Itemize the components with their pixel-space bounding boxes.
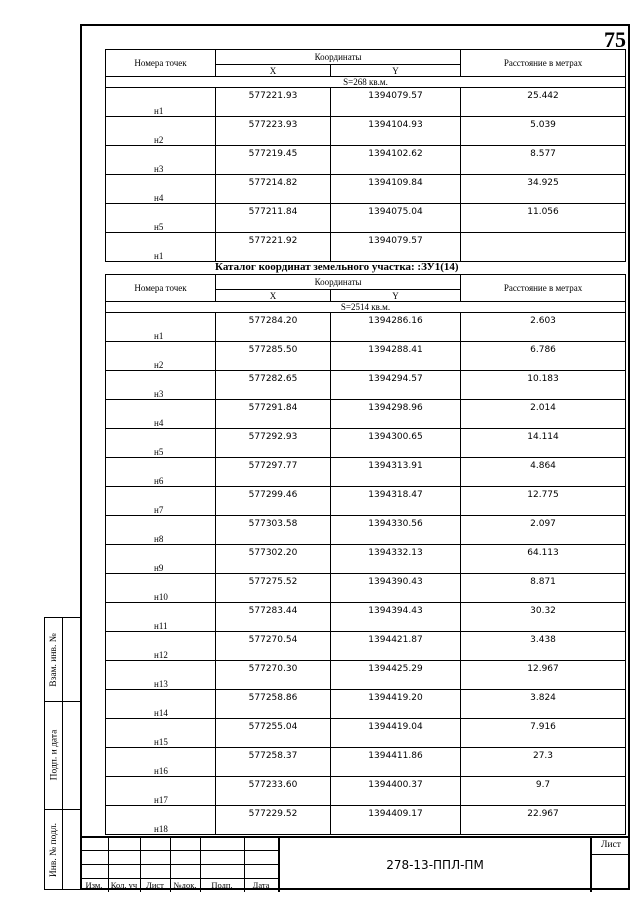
table-row	[106, 806, 626, 835]
coord-x: 577297.77	[216, 458, 331, 487]
coord-y: 1394394.43	[331, 603, 461, 632]
distance-value: 22.967	[461, 806, 626, 835]
header-x: X	[216, 65, 331, 77]
coord-y: 1394425.29	[331, 661, 461, 690]
table-row	[106, 233, 626, 262]
sidebar-sign-date-label: Подп. и дата	[49, 729, 60, 781]
distance-value: 9.7	[461, 777, 626, 806]
header-x: X	[216, 290, 331, 302]
distance-value: 3.438	[461, 632, 626, 661]
distance-value: 2.097	[461, 516, 626, 545]
header-coordinates: Координаты	[216, 275, 461, 290]
table-row	[106, 661, 626, 690]
coord-x: 577302.20	[216, 545, 331, 574]
page-number: 75	[604, 27, 626, 52]
distance-value: 6.786	[461, 342, 626, 371]
point-name: н5	[106, 204, 216, 233]
coord-x: 577214.82	[216, 175, 331, 204]
point-name: н8	[106, 516, 216, 545]
coord-x: 577229.52	[216, 806, 331, 835]
coord-x: 577221.92	[216, 233, 331, 262]
coord-y: 1394318.47	[331, 487, 461, 516]
header-points: Номера точек	[106, 50, 216, 77]
table-row	[106, 777, 626, 806]
coordinates-table-1	[105, 49, 626, 262]
coord-x: 577255.04	[216, 719, 331, 748]
coord-x: 577299.46	[216, 487, 331, 516]
coord-x: 577282.65	[216, 371, 331, 400]
point-name: н2	[106, 117, 216, 146]
coord-x: 577291.84	[216, 400, 331, 429]
table-row	[106, 632, 626, 661]
coord-y: 1394419.04	[331, 719, 461, 748]
header-y: Y	[331, 65, 461, 77]
point-name: н11	[106, 603, 216, 632]
coord-y: 1394421.87	[331, 632, 461, 661]
point-name: н5	[106, 429, 216, 458]
coord-x: 577275.52	[216, 574, 331, 603]
coord-y: 1394400.37	[331, 777, 461, 806]
distance-value: 34.925	[461, 175, 626, 204]
table-row	[106, 313, 626, 342]
coord-y: 1394294.57	[331, 371, 461, 400]
distance-value: 8.871	[461, 574, 626, 603]
binding-sidebar	[44, 617, 80, 890]
label-doc-no: №док.	[173, 880, 197, 890]
table-row	[106, 88, 626, 117]
table-row	[106, 487, 626, 516]
table-row	[106, 342, 626, 371]
distance-value: 14.114	[461, 429, 626, 458]
label-sheet: Лист	[146, 880, 164, 890]
point-name: н1	[106, 88, 216, 117]
coord-x: 577292.93	[216, 429, 331, 458]
point-name: н14	[106, 690, 216, 719]
coord-y: 1394419.20	[331, 690, 461, 719]
table-row	[106, 117, 626, 146]
coord-x: 577211.84	[216, 204, 331, 233]
document-number: 278-13-ППЛ-ПМ	[386, 858, 484, 872]
distance-value: 10.183	[461, 371, 626, 400]
coord-y: 1394411.86	[331, 748, 461, 777]
area-label: S=268 кв.м.	[106, 77, 626, 88]
table-row	[106, 719, 626, 748]
coord-x: 577270.30	[216, 661, 331, 690]
label-signature: Подп.	[211, 880, 233, 890]
coord-x: 577258.86	[216, 690, 331, 719]
point-name: н3	[106, 146, 216, 175]
coord-x: 577258.37	[216, 748, 331, 777]
table-row	[106, 146, 626, 175]
distance-value: 25.442	[461, 88, 626, 117]
header-distance: Расстояние в метрах	[461, 275, 626, 302]
distance-value: 4.864	[461, 458, 626, 487]
coord-x: 577221.93	[216, 88, 331, 117]
sheet-label: Лист	[601, 840, 621, 850]
distance-value: 64.113	[461, 545, 626, 574]
coord-y: 1394390.43	[331, 574, 461, 603]
distance-value: 5.039	[461, 117, 626, 146]
coord-x: 577233.60	[216, 777, 331, 806]
point-name: н15	[106, 719, 216, 748]
point-name: н3	[106, 371, 216, 400]
point-name: н7	[106, 487, 216, 516]
coord-y: 1394330.56	[331, 516, 461, 545]
coord-x: 577303.58	[216, 516, 331, 545]
coord-y: 1394298.96	[331, 400, 461, 429]
distance-value: 8.577	[461, 146, 626, 175]
coord-y: 1394313.91	[331, 458, 461, 487]
coord-x: 577285.50	[216, 342, 331, 371]
table-row	[106, 545, 626, 574]
point-name: н16	[106, 748, 216, 777]
distance-value: 12.775	[461, 487, 626, 516]
distance-value	[461, 233, 626, 262]
label-count: Кол. уч	[110, 880, 138, 890]
coord-y: 1394079.57	[331, 233, 461, 262]
distance-value: 3.824	[461, 690, 626, 719]
point-name: н1	[106, 233, 216, 262]
table-row	[106, 429, 626, 458]
coord-y: 1394075.04	[331, 204, 461, 233]
label-date: Дата	[252, 880, 270, 890]
coord-y: 1394109.84	[331, 175, 461, 204]
point-name: н1	[106, 313, 216, 342]
coord-y: 1394409.17	[331, 806, 461, 835]
area-label: S=2514 кв.м.	[106, 302, 626, 313]
coord-x: 577223.93	[216, 117, 331, 146]
point-name: н6	[106, 458, 216, 487]
distance-value: 2.014	[461, 400, 626, 429]
coord-x: 577270.54	[216, 632, 331, 661]
table-row	[106, 371, 626, 400]
table-row	[106, 400, 626, 429]
coord-y: 1394104.93	[331, 117, 461, 146]
distance-value: 11.056	[461, 204, 626, 233]
point-name: н9	[106, 545, 216, 574]
table-row	[106, 204, 626, 233]
table-row	[106, 175, 626, 204]
point-name: н10	[106, 574, 216, 603]
table-row	[106, 516, 626, 545]
header-distance: Расстояние в метрах	[461, 50, 626, 77]
table-row	[106, 748, 626, 777]
distance-value: 30.32	[461, 603, 626, 632]
header-coordinates: Координаты	[216, 50, 461, 65]
distance-value: 27.3	[461, 748, 626, 777]
coord-y: 1394079.57	[331, 88, 461, 117]
title-block	[80, 836, 630, 892]
table-row	[106, 574, 626, 603]
coord-y: 1394300.65	[331, 429, 461, 458]
distance-value: 12.967	[461, 661, 626, 690]
table-2-caption: Каталог координат земельного участка: :ЗУ1(14)	[215, 261, 459, 273]
title-block-labels	[80, 878, 278, 892]
point-name: н18	[106, 806, 216, 835]
coord-x: 577219.45	[216, 146, 331, 175]
table-row	[106, 603, 626, 632]
point-name: н4	[106, 400, 216, 429]
sidebar-inv-orig-label: Инв. № подл.	[49, 822, 60, 878]
point-name: н2	[106, 342, 216, 371]
point-name: н12	[106, 632, 216, 661]
distance-value: 2.603	[461, 313, 626, 342]
coord-y: 1394332.13	[331, 545, 461, 574]
point-name: н17	[106, 777, 216, 806]
distance-value: 7.916	[461, 719, 626, 748]
coord-x: 577283.44	[216, 603, 331, 632]
coord-y: 1394286.16	[331, 313, 461, 342]
point-name: н4	[106, 175, 216, 204]
label-change: Изм.	[85, 880, 103, 890]
coord-y: 1394102.62	[331, 146, 461, 175]
table-row	[106, 690, 626, 719]
coord-x: 577284.20	[216, 313, 331, 342]
header-y: Y	[331, 290, 461, 302]
sidebar-inv-dup-label: Взам. инв. №	[49, 632, 60, 687]
sheet-box	[590, 838, 630, 892]
coordinates-table-2	[105, 274, 626, 835]
header-points: Номера точек	[106, 275, 216, 302]
coord-y: 1394288.41	[331, 342, 461, 371]
point-name: н13	[106, 661, 216, 690]
table-row	[106, 458, 626, 487]
